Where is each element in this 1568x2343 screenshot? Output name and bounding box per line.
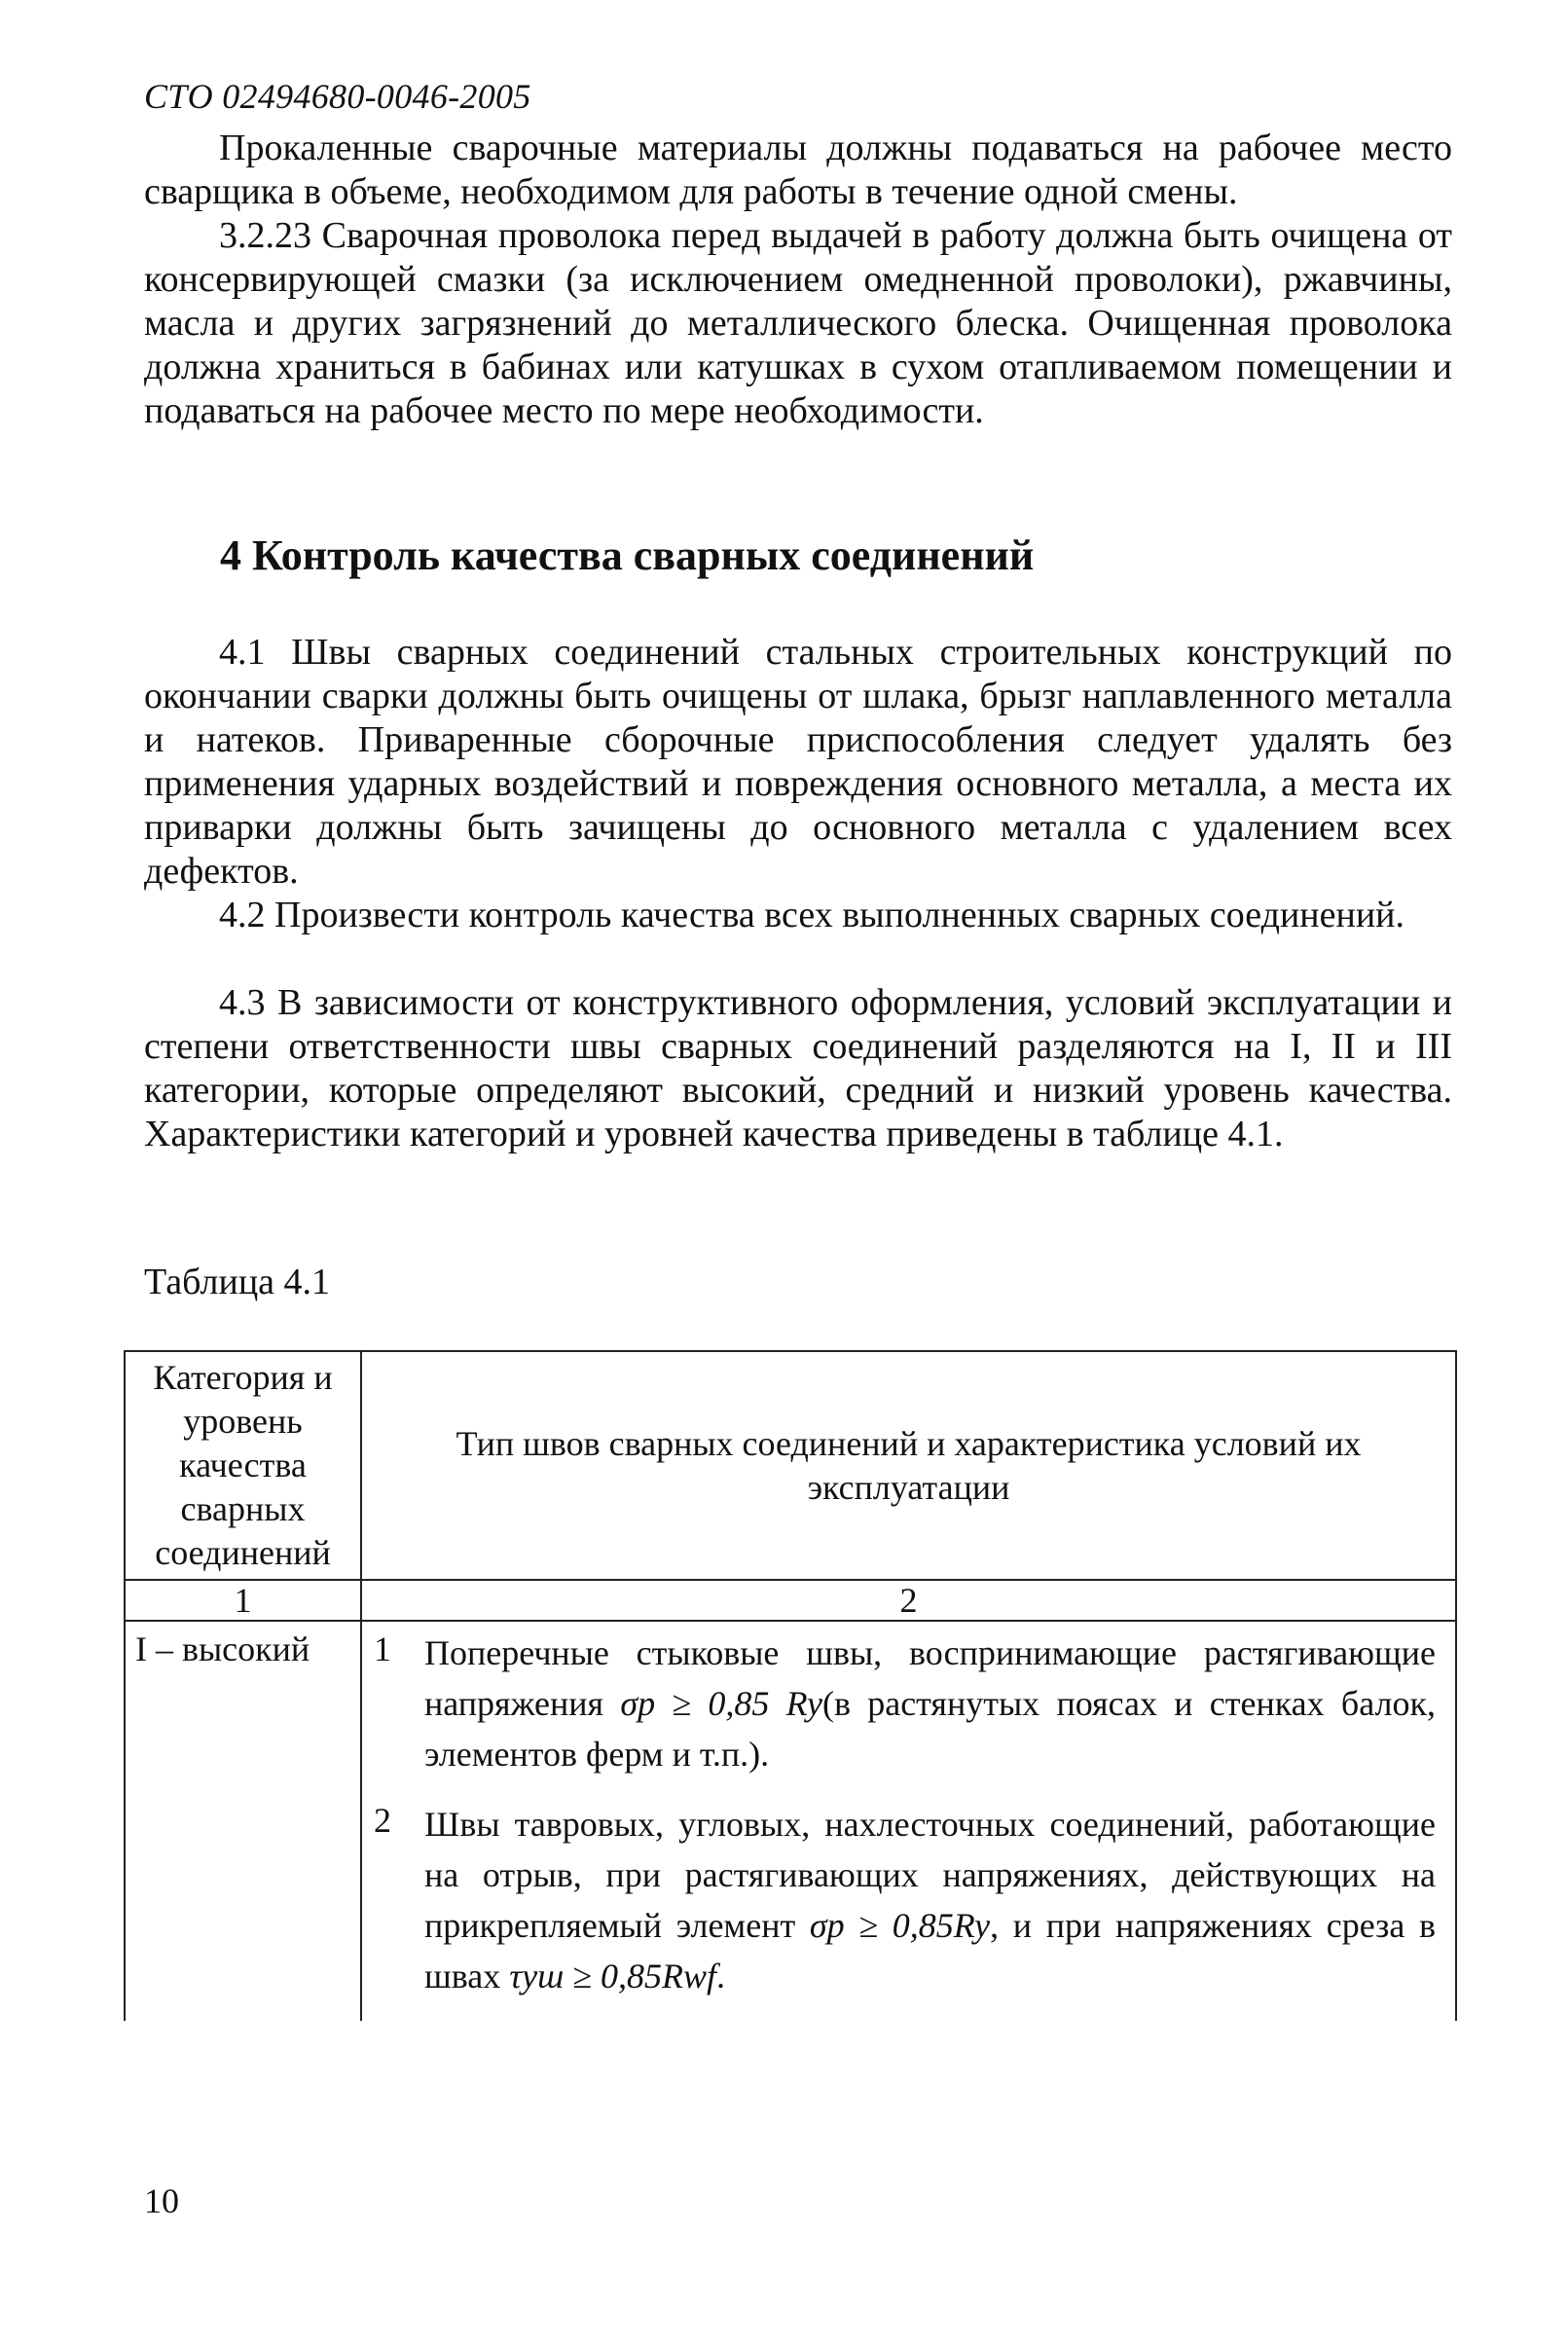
paragraph-4-3: 4.3 В зависимости от конструктивного оформления, условий эксплуатации и степени ответственности швы сварных соединений разделяются на I, II и III категории, которые определяют высокий, средний и низкий уровень качества. Характеристики категорий и уровней качества приведены в таблице 4.1. [144,982,1452,1154]
table-header-row [125,1351,1456,1580]
table-4-1 [124,1350,1457,2021]
category-cell: I – высокий [125,1621,361,2021]
item-text-part: Поперечные стыковые швы, воспринимающие растягивающие напряжения [424,1633,1436,1723]
item-number: 1 [374,1629,391,1668]
paragraph-calcined-materials: Прокаленные сварочные материалы должны подаваться на рабочее место сварщика в объеме, необходимом для работы в течение одной смены. [144,128,1452,212]
item-text-part: . [716,1957,726,1995]
stress-formula: σp ≥ 0,85Ry [809,1906,991,1945]
list-item [362,1622,1455,1779]
header-seam-type: Тип швов сварных соединений и характеристика условий их эксплуатации [361,1351,1456,1580]
paragraph-4-1: 4.1 Швы сварных соединений стальных строительных конструкций по окончании сварки должны быть очищены от шлака, брызг наплавленного металла и натеков. Приваренные сборочные приспособления следует удалять без применения ударных воздействий и повреждения основного металла, а места их приварки должны быть зачищены до основного металла с удалением всех дефектов. [144,632,1452,892]
table-row [125,1621,1456,2021]
document-code-header: СТО 02494680-0046-2005 [144,77,531,116]
section-title: 4 Контроль качества сварных соединений [220,531,1035,579]
header-category: Категория и уровень качества сварных соединений [125,1351,361,1580]
stress-formula: σp ≥ 0,85 Ry [620,1684,822,1723]
item-text [424,1799,1436,2001]
column-number-2: 2 [361,1580,1456,1621]
page-number: 10 [144,2181,179,2220]
table-column-numbers [125,1580,1456,1621]
item-text-part: Швы тавровых, угловых, нахлесточных соединений, работающие на отрыв, при растягивающих напряжениях, действующих на прикрепляемый элемент [424,1805,1436,1945]
seam-description-cell [361,1621,1456,2021]
column-number-1: 1 [125,1580,361,1621]
shear-formula: τуш ≥ 0,85Rwf [509,1957,717,1995]
item-text-part: , и при напряжениях среза в швах [424,1906,1436,1995]
list-item [362,1793,1455,2021]
paragraph-4-2: 4.2 Произвести контроль качества всех выполненных сварных соединений. [219,895,1405,935]
item-number: 2 [374,1801,391,1840]
paragraph-3-2-23: 3.2.23 Сварочная проволока перед выдачей в работу должна быть очищена от консервирующей смазки (за исключением омедненной проволоки), ржавчины, масла и других загрязнений до металлического блеска. Очищенная проволока должна храниться в бабинах или катушках в сухом отапливаемом помещении и подаваться на рабочее место по мере необходимости. [144,215,1452,431]
item-text [424,1628,1436,1779]
table-caption: Таблица 4.1 [144,1262,331,1302]
item-text-part: (в растянутых поясах и стенках балок, элементов ферм и т.п.). [424,1684,1436,1774]
